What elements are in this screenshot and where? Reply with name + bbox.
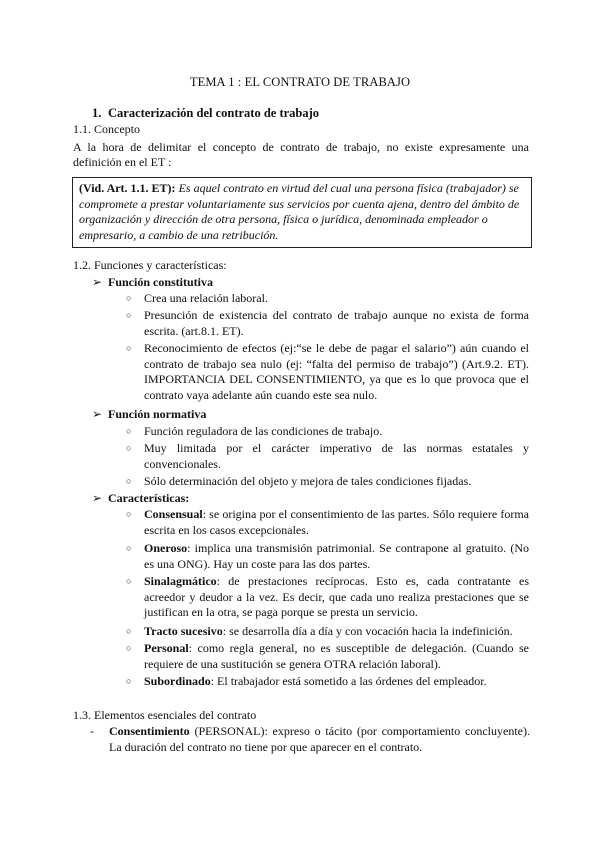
list-item bbox=[126, 291, 529, 307]
list-item bbox=[126, 507, 529, 538]
heading-caracteristicas bbox=[92, 491, 189, 506]
circle-bullet-icon: ○ bbox=[126, 676, 132, 686]
list-item bbox=[126, 541, 529, 572]
term-personal: Personal bbox=[144, 641, 189, 655]
heading-label: Características: bbox=[108, 491, 190, 505]
arrow-bullet-icon: ➢ bbox=[92, 275, 103, 289]
list-item bbox=[126, 674, 529, 690]
definition-label: (Vid. Art. 1.1. ET): bbox=[79, 181, 176, 195]
circle-bullet-icon: ○ bbox=[126, 576, 132, 586]
list-item bbox=[126, 424, 529, 440]
list-item-text: Presunción de existencia del contrato de trabajo aunque no exista de forma escrita. (art.8.1. ET). bbox=[144, 308, 529, 338]
circle-bullet-icon: ○ bbox=[126, 443, 132, 453]
arrow-bullet-icon: ➢ bbox=[92, 491, 103, 505]
definition-box bbox=[72, 177, 532, 248]
term-description: : como regla general, no es susceptible de delegación. (Cuando se requiere de una sustitución se genera OTRA relación laboral). bbox=[144, 641, 529, 671]
term-description: : El trabajador está sometido a las órdenes del empleador. bbox=[210, 674, 487, 688]
concept-paragraph-line-1: A la hora de delimitar el concepto de contrato de trabajo, no existe expresamente una bbox=[73, 140, 529, 154]
circle-bullet-icon: ○ bbox=[126, 343, 132, 353]
circle-bullet-icon: ○ bbox=[126, 643, 132, 653]
term-consensual: Consensual bbox=[144, 507, 203, 521]
concept-paragraph-line-2: definición en el ET : bbox=[73, 155, 172, 169]
circle-bullet-icon: ○ bbox=[126, 543, 132, 553]
term-description: (PERSONAL): expreso o tácito (por comportamiento concluyente). La duración del contrato no tiene por que aparecer en el contrato. bbox=[109, 724, 530, 754]
list-item bbox=[90, 724, 530, 755]
circle-bullet-icon: ○ bbox=[126, 426, 132, 436]
list-item-text: Sólo determinación del objeto y mejora de tales condiciones fijadas. bbox=[144, 474, 472, 488]
subsection-1-1-heading: 1.1. Concepto bbox=[73, 122, 140, 136]
heading-label: Función constitutiva bbox=[108, 275, 214, 289]
circle-bullet-icon: ○ bbox=[126, 476, 132, 486]
circle-bullet-icon: ○ bbox=[126, 310, 132, 320]
list-item bbox=[126, 474, 529, 490]
circle-bullet-icon: ○ bbox=[126, 509, 132, 519]
circle-bullet-icon: ○ bbox=[126, 293, 132, 303]
heading-funcion-normativa bbox=[92, 407, 206, 422]
term-description: : se origina por el consentimiento de las partes. Sólo requiere forma escrita en los casos excepcionales. bbox=[144, 507, 529, 537]
document-title: TEMA 1 : EL CONTRATO DE TRABAJO bbox=[189, 75, 411, 89]
section-number: 1. bbox=[92, 106, 102, 120]
section-title: Caracterización del contrato de trabajo bbox=[108, 106, 320, 120]
list-item bbox=[126, 574, 529, 621]
list-item bbox=[126, 641, 529, 672]
arrow-bullet-icon: ➢ bbox=[92, 407, 103, 421]
term-description: : se desarrolla día a día y con vocación hacia la indefinición. bbox=[222, 624, 513, 638]
list-item bbox=[126, 341, 529, 403]
term-tracto-sucesivo: Tracto sucesivo bbox=[144, 624, 223, 638]
definition-text: Es aquel contrato en virtud del cual una persona física (trabajador) se compromete a prestar voluntariamente sus servicios por cuenta ajena, dentro del ámbito de organización y dirección de otra persona, física o jurídica, denominada empleador o empresario, a cambio de una retribución. bbox=[79, 181, 520, 242]
list-item-text: Reconocimiento de efectos (ej:“se le debe de pagar el salario”) aún cuando el contrato de trabajo sea nulo (ej: “falta del permiso de trabajo”) (Art.9.2. ET). IMPORTANCIA DEL CONSENTIMIENTO, ya que es lo que provoca que el contrato vaya adelante aún cuando este sea nulo. bbox=[144, 341, 529, 402]
subsection-1-2-heading: 1.2. Funciones y características: bbox=[73, 258, 227, 272]
list-item-text: Muy limitada por el carácter imperativo de las normas estatales y convencionales. bbox=[144, 441, 529, 471]
list-item bbox=[126, 441, 529, 472]
heading-funcion-constitutiva bbox=[92, 275, 213, 290]
dash-bullet: - bbox=[90, 724, 94, 738]
list-item bbox=[126, 624, 529, 640]
list-item-text: Función reguladora de las condiciones de trabajo. bbox=[144, 424, 383, 438]
term-consentimiento: Consentimiento bbox=[109, 724, 190, 738]
subsection-1-3-heading: 1.3. Elementos esenciales del contrato bbox=[73, 708, 257, 722]
term-subordinado: Subordinado bbox=[144, 674, 211, 688]
term-oneroso: Oneroso bbox=[144, 541, 188, 555]
circle-bullet-icon: ○ bbox=[126, 626, 132, 636]
term-description: : implica una transmisión patrimonial. Se contrapone al gratuito. (No es una ONG). Hay un coste para las dos partes. bbox=[144, 541, 529, 571]
term-sinalagmatico: Sinalagmático bbox=[144, 574, 217, 588]
heading-label: Función normativa bbox=[108, 407, 207, 421]
list-item bbox=[126, 308, 529, 339]
list-item-text: Crea una relación laboral. bbox=[144, 291, 268, 305]
section-1-heading bbox=[92, 106, 319, 121]
term-description: : de prestaciones recíprocas. Esto es, cada contratante es acreedor y deudor a la vez. Es decir, que cada uno realiza prestaciones que se justifican en la otra, se paga porque se presta un servicio. bbox=[144, 574, 529, 619]
